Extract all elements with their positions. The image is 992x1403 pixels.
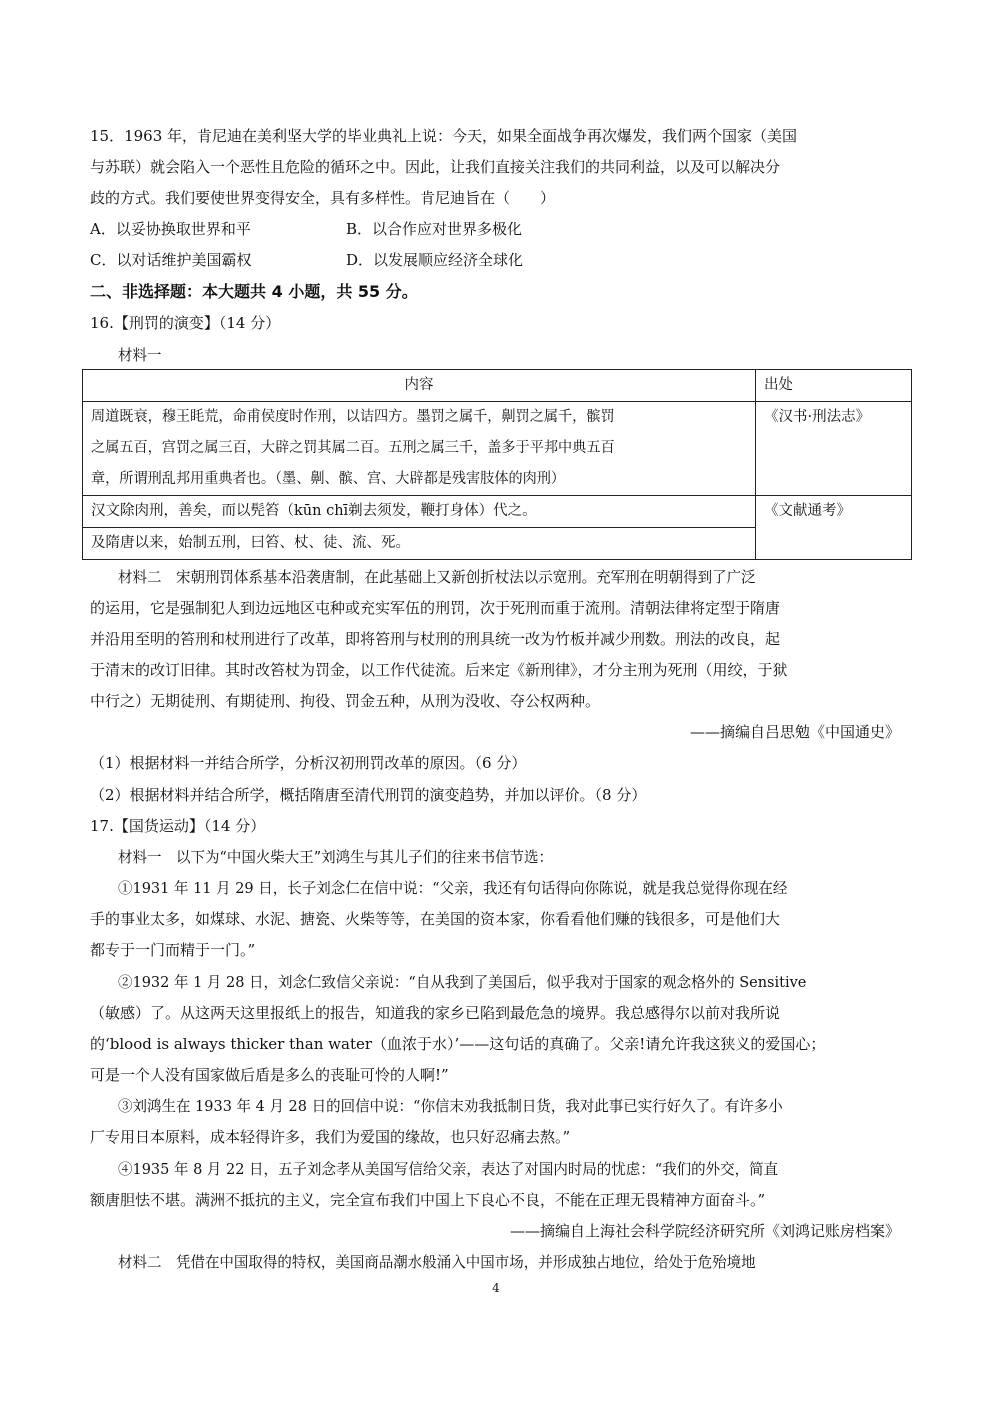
- page-number: 4: [492, 1281, 500, 1295]
- section-total-score: 55: [357, 282, 381, 301]
- q17-letter1-line-2: 手的事业太多，如煤球、水泥、搪瓷、火柴等等，在美国的资本家，你看看他们赚的钱很多，可是他们大: [90, 910, 781, 928]
- q17-letter3-line-2: 厂专用日本原料，成本轻得许多，我们为爱国的缘故，也只好忍痛去熬。”: [90, 1128, 571, 1146]
- section-question-count: 4: [271, 282, 283, 301]
- q17-letter1-line-3: 都专于一门而精于一门。”: [90, 941, 256, 959]
- q16-material2-line-4: 于清末的改订旧律。其时改笞杖为罚金，以工作代徒流。后来定《新刑律》，才分主刑为死刑（用绞，于狱: [90, 661, 788, 679]
- q15-option-b: B．以合作应对世界多极化: [346, 220, 523, 238]
- q17-title: 17.【国货运动】（14 分）: [90, 817, 266, 835]
- q16-material2-line-2: 的运用，它是强制犯人到边远地区屯种或充实军伍的刑罚，次于死刑而重于流刑。清朝法律将定型于隋唐: [90, 599, 781, 617]
- table-row1-source: 《汉书·刑法志》: [756, 402, 912, 496]
- table-row1-content: [83, 402, 756, 496]
- section-heading-prefix: 二、非选择题：本大题共: [90, 282, 267, 301]
- q17-letter3-line-1: ③刘鸿生在 1933 年 4 月 28 日的回信中说：“你信末劝我抵制日货，我对此事已实行好久了。有许多小: [118, 1097, 783, 1115]
- q17-letter1-line-1: ①1931 年 11 月 29 日，长子刘念仁在信中说：“父亲，我还有句话得向你陈说，就是我总觉得你现在经: [118, 879, 788, 897]
- q16-title: 16.【刑罚的演变】（14 分）: [90, 314, 281, 332]
- q16-subquestion-2: （2）根据材料并结合所学，概括隋唐至清代刑罚的演变趋势，并加以评价。（8 分）: [90, 786, 647, 804]
- q15-line-2: 与苏联）就会陷入一个恶性且危险的循环之中。因此，让我们直接关注我们的共同利益，以及可以解决分: [90, 158, 781, 176]
- q17-material2-line-1: 材料二 凭借在中国取得的特权，美国商品潮水般涌入中国市场，并形成独占地位，给处于危殆境地: [118, 1253, 756, 1271]
- table-row: [83, 402, 912, 496]
- table-header-content: 内容: [83, 370, 756, 402]
- q16-material2-line-1: 材料二 宋朝刑罚体系基本沿袭唐制，在此基础上又新创折杖法以示宽刑。充军刑在明朝得到了广泛: [118, 568, 756, 586]
- q16-material2-line-5: 中行之）无期徒刑、有期徒刑、拘役、罚金五种，从刑为没收、夺公权两种。: [90, 692, 601, 710]
- table-header-row: [83, 370, 912, 402]
- q16-material-table: [82, 369, 912, 560]
- q16-material2-source: ——摘编自吕思勉《中国通史》: [689, 723, 900, 741]
- table-row1-line-2: 之属五百，宫罚之属三百，大辟之罚其属二百。五刑之属三千，盖多于平邦中典五百: [91, 440, 615, 456]
- q15-option-c: C．以对话维护美国霸权: [90, 251, 252, 269]
- table-row1-line-3: 章，所谓刑乱邦用重典者也。（墨、劓、髌、宫、大辟都是残害肢体的肉刑）: [91, 471, 566, 487]
- table-row3-content: 及隋唐以来，始制五刑，曰笞、杖、徒、流、死。: [83, 528, 756, 560]
- q16-material2-line-3: 并沿用至明的笞刑和杖刑进行了改革，即将笞刑与杖刑的刑具统一改为竹板并减少刑数。刑法的改良，起: [90, 630, 781, 648]
- q17-letter2-line-3: 的‘blood is always thicker than water（血浓于水）’——这句话的真确了。父亲!请允许我这狭义的爱国心；: [90, 1035, 826, 1053]
- section-heading-mid: 小题，共: [288, 282, 353, 301]
- q17-material1-source: ——摘编自上海社会科学院经济研究所《刘鸿记账房档案》: [509, 1222, 900, 1240]
- table-header-source: 出处: [756, 370, 912, 402]
- section-heading: [90, 282, 920, 302]
- section-heading-suffix: 分。: [385, 282, 418, 301]
- q15-option-a: A．以妥协换取世界和平: [90, 220, 251, 238]
- q16-subquestion-1: （1）根据材料一并结合所学，分析汉初刑罚改革的原因。（6 分）: [90, 754, 527, 772]
- q15-option-d: D．以发展顺应经济全球化: [346, 251, 524, 269]
- q17-letter2-line-4: 可是一个人没有国家做后盾是多么的丧耻可怜的人啊!”: [90, 1066, 449, 1084]
- table-row1-line-1: 周道既衰，穆王眊荒，命甫侯度时作刑，以诘四方。墨罚之属千，劓罚之属千，髌罚: [91, 409, 615, 425]
- q17-letter2-line-1: ②1932 年 1 月 28 日，刘念仁致信父亲说：“自从我到了美国后，似乎我对于国家的观念格外的 Sensitive: [118, 973, 807, 991]
- table-row2-content: 汉文除肉刑，善矣，而以髡笞（kūn chī剃去须发，鞭打身体）代之。: [83, 496, 756, 528]
- q17-material1-intro: 材料一 以下为“中国火柴大王”刘鸿生与其儿子们的往来书信节选：: [118, 848, 554, 866]
- q17-letter4-line-2: 额唐胆怯不堪。满洲不抵抗的主义，完全宣布我们中国上下良心不良，不能在正理无畏精神方面奋斗。”: [90, 1191, 766, 1209]
- q15-line-1: 15．1963 年，肯尼迪在美利坚大学的毕业典礼上说：今天，如果全面战争再次爆发，我们两个国家（美国: [90, 127, 798, 145]
- q15-line-3: 歧的方式。我们要使世界变得安全，具有多样性。肯尼迪旨在（ ）: [90, 189, 556, 207]
- table-row: [83, 496, 912, 528]
- q17-letter4-line-1: ④1935 年 8 月 22 日，五子刘念孝从美国写信给父亲，表达了对国内时局的忧虑：“我们的外交，简直: [118, 1160, 779, 1178]
- q17-letter2-line-2: （敏感）了。从这两天这里报纸上的报告，知道我的家乡已陷到最危急的境界。我总感得尔以前对我所说: [90, 1004, 781, 1022]
- q16-material1-label: 材料一: [118, 346, 162, 364]
- table-row23-source: 《文献通考》: [756, 496, 912, 560]
